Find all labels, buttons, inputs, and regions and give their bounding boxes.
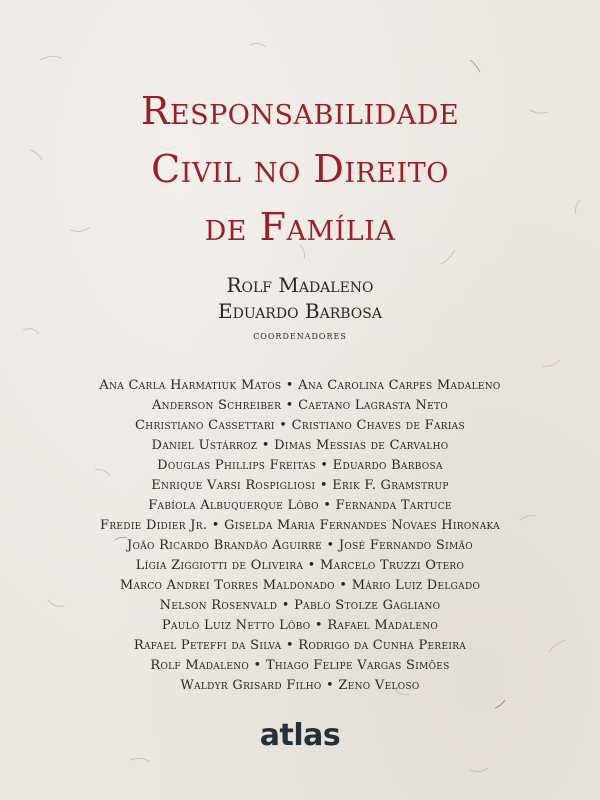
authors-line: João Ricardo Brandão Aguirre • José Fernando Simão [127, 538, 473, 553]
authors-line: Marco Andrei Torres Maldonado • Mário Luiz Delgado [119, 578, 481, 593]
authors-line: Rolf Madaleno • Thiago Felipe Vargas Simões [150, 658, 450, 673]
authors-line: Daniel Ustárroz • Dimas Messias de Carvalho [151, 438, 449, 453]
authors-line: Waldyr Grisard Filho • Zeno Veloso [180, 678, 420, 693]
coordinators-role: coordenadores [253, 328, 347, 342]
coordinator-name: Eduardo Barbosa [218, 299, 382, 323]
authors-line: Christiano Cassettari • Cristiano Chaves de Farias [135, 418, 465, 433]
authors-line: Fabíola Albuquerque Lôbo • Fernanda Tartuce [148, 498, 452, 513]
title-line: Responsabilidade [140, 89, 460, 133]
authors-line: Anderson Schreiber • Caetano Lagrasta Neto [151, 398, 449, 413]
authors-line: Ana Carla Harmatiuk Matos • Ana Carolina Carpes Madaleno [99, 378, 501, 393]
coordinator-name: Rolf Madaleno [226, 273, 374, 297]
title-line: Civil no Direito [151, 147, 449, 191]
authors-line: Lígia Ziggiotti de Oliveira • Marcelo Truzzi Otero [135, 558, 465, 573]
publisher-logo: atlas [259, 718, 341, 753]
authors-line: Rafael Peteffi da Silva • Rodrigo da Cunha Pereira [133, 638, 467, 653]
coordinators-block [0, 272, 600, 342]
book-title [0, 82, 600, 256]
authors-line: Paulo Luiz Netto Lôbo • Rafael Madaleno [161, 618, 439, 633]
authors-list [0, 376, 600, 696]
authors-line: Fredie Didier Jr. • Giselda Maria Fernandes Novaes Hironaka [100, 518, 500, 533]
authors-line: Enrique Varsi Rospigliosi • Erik F. Gramstrup [151, 478, 449, 493]
title-line: de Família [204, 205, 396, 249]
authors-line: Nelson Rosenvald • Pablo Stolze Gagliano [159, 598, 441, 613]
authors-line: Douglas Phillips Freitas • Eduardo Barbosa [157, 458, 443, 473]
